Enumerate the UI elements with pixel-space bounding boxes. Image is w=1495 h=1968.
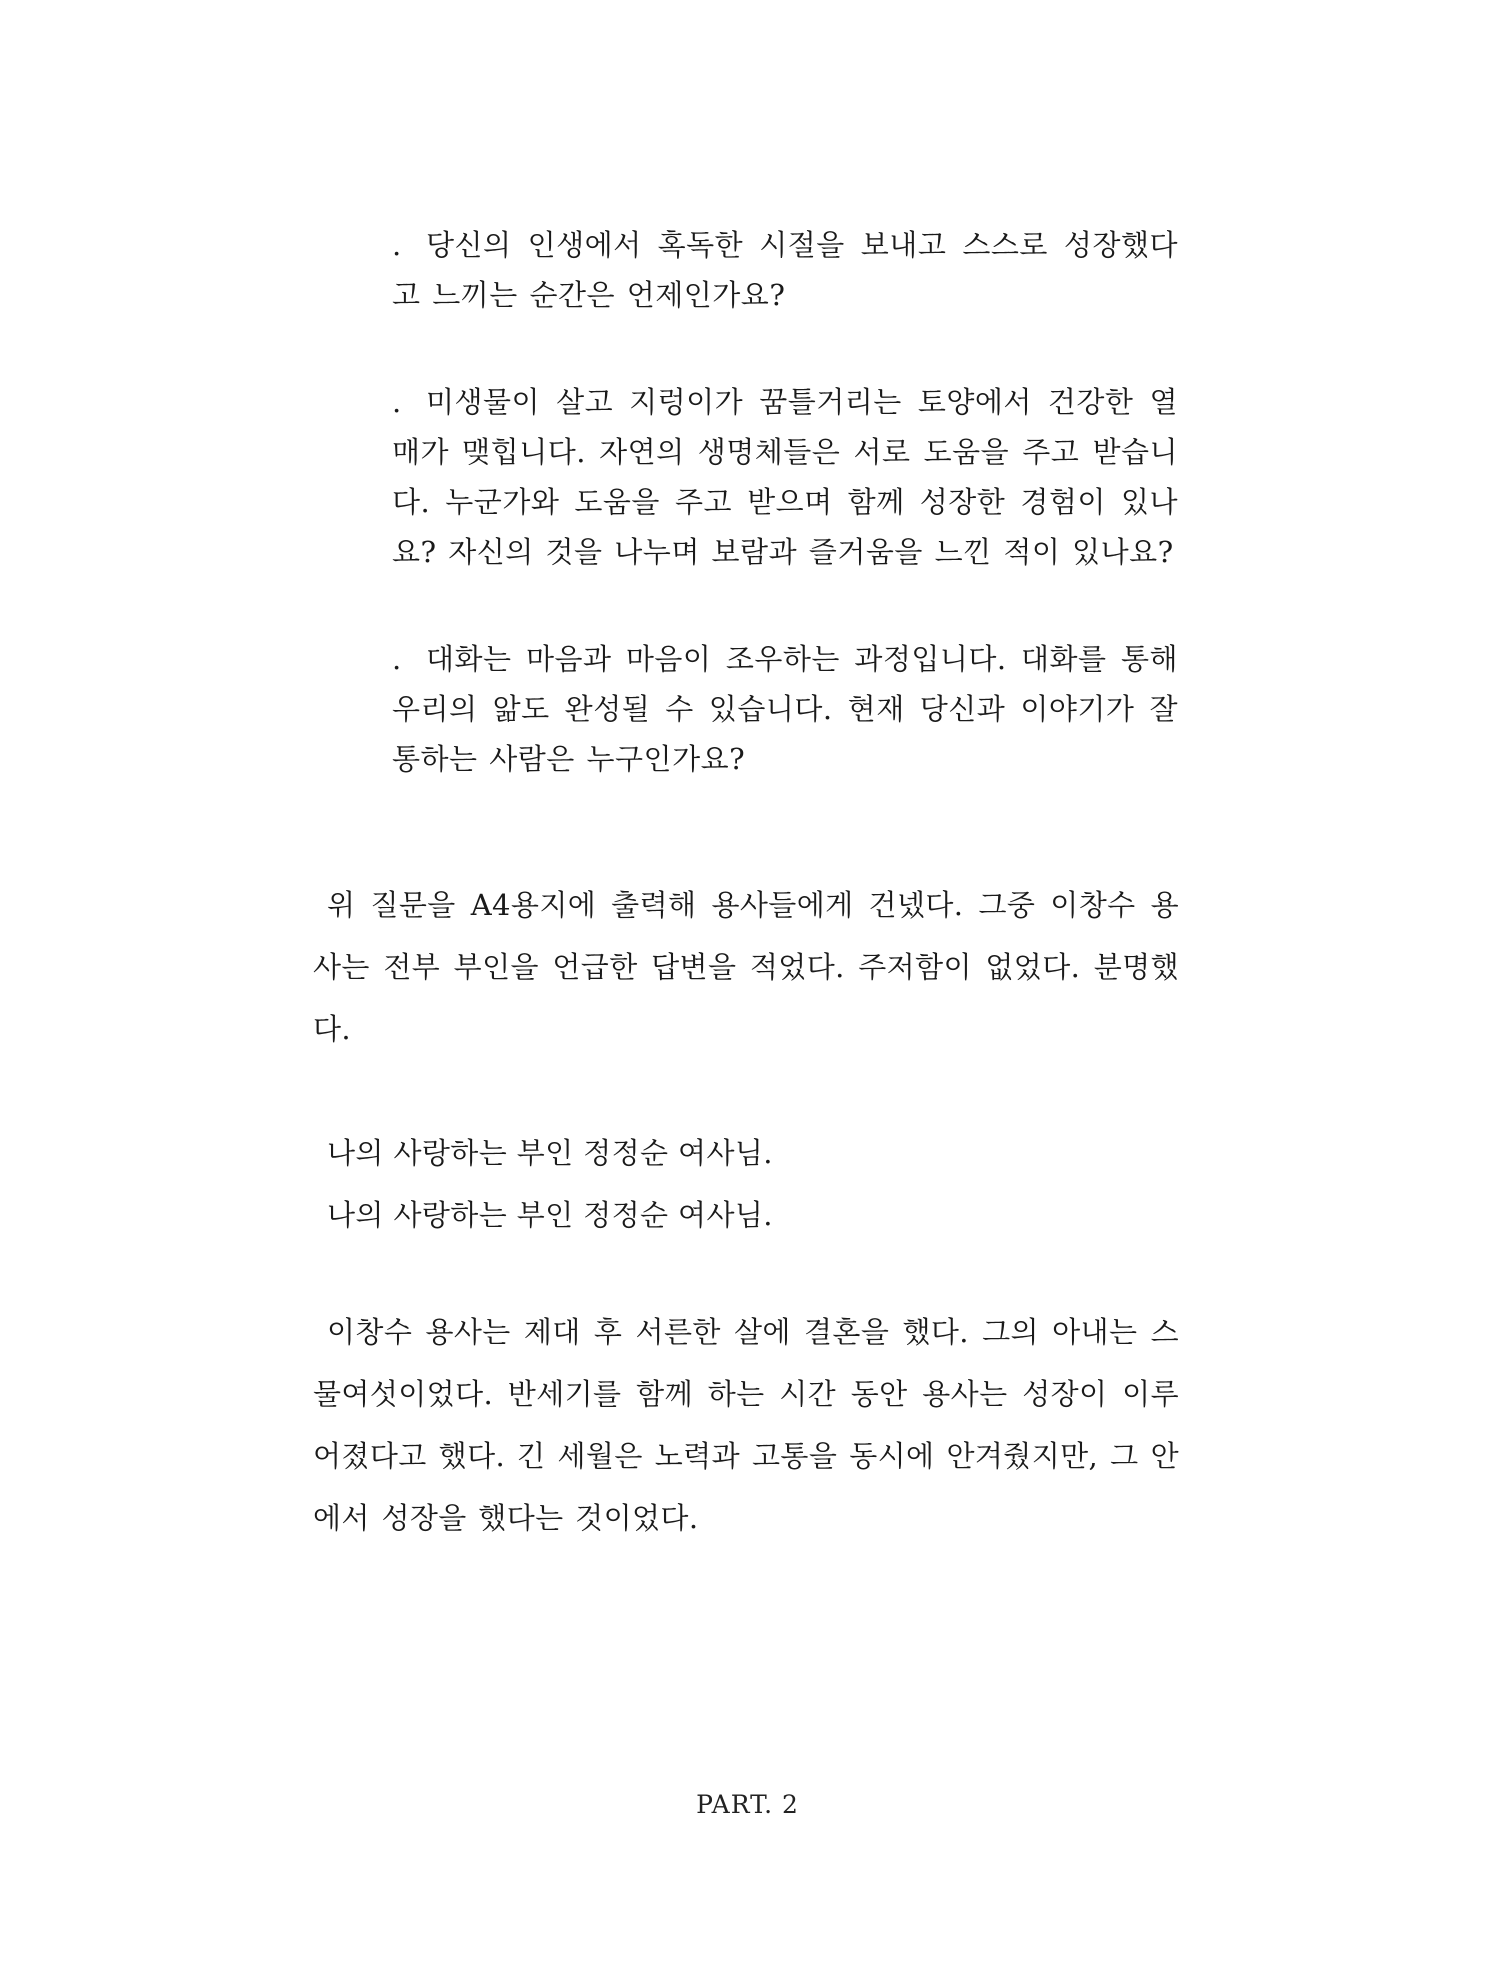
page-footer: PART. 2 bbox=[696, 1790, 799, 1819]
question-item bbox=[392, 220, 1178, 320]
question-bullet: . bbox=[392, 385, 402, 419]
quote-line: 나의 사랑하는 부인 정정순 여사님. bbox=[327, 1198, 773, 1232]
question-bullet: . bbox=[392, 228, 402, 262]
question-list bbox=[392, 220, 1178, 841]
quote-block bbox=[313, 1122, 1179, 1246]
quote-line: 나의 사랑하는 부인 정정순 여사님. bbox=[327, 1136, 773, 1170]
narrative-paragraph-2: 이창수 용사는 제대 후 서른한 살에 결혼을 했다. 그의 아내는 스물여섯이었다. 반세기를 함께 하는 시간 동안 용사는 성장이 이루어졌다고 했다. 긴 세월은 노력과 고통을 동시에 안겨줬지만, 그 안에서 성장을 했다는 것이었다. bbox=[313, 1315, 1179, 1535]
question-bullet: . bbox=[392, 642, 402, 676]
question-text: 대화는 마음과 마음이 조우하는 과정입니다. 대화를 통해 우리의 앎도 완성될 수 있습니다. 현재 당신과 이야기가 잘 통하는 사람은 누구인가요? bbox=[392, 642, 1178, 776]
question-item bbox=[392, 634, 1178, 784]
question-text: 당신의 인생에서 혹독한 시절을 보내고 스스로 성장했다고 느끼는 순간은 언제인가요? bbox=[392, 228, 1178, 312]
question-text: 미생물이 살고 지렁이가 꿈틀거리는 토양에서 건강한 열매가 맺힙니다. 자연의 생명체들은 서로 도움을 주고 받습니다. 누군가와 도움을 주고 받으며 함께 성장한 경험이 있나요? 자신의 것을 나누며 보람과 즐거움을 느낀 적이 있나요? bbox=[392, 385, 1178, 569]
question-item bbox=[392, 377, 1178, 577]
narrative-paragraph-1: 위 질문을 A4용지에 출력해 용사들에게 건넸다. 그중 이창수 용사는 전부 부인을 언급한 답변을 적었다. 주저함이 없었다. 분명했다. bbox=[313, 888, 1179, 1046]
